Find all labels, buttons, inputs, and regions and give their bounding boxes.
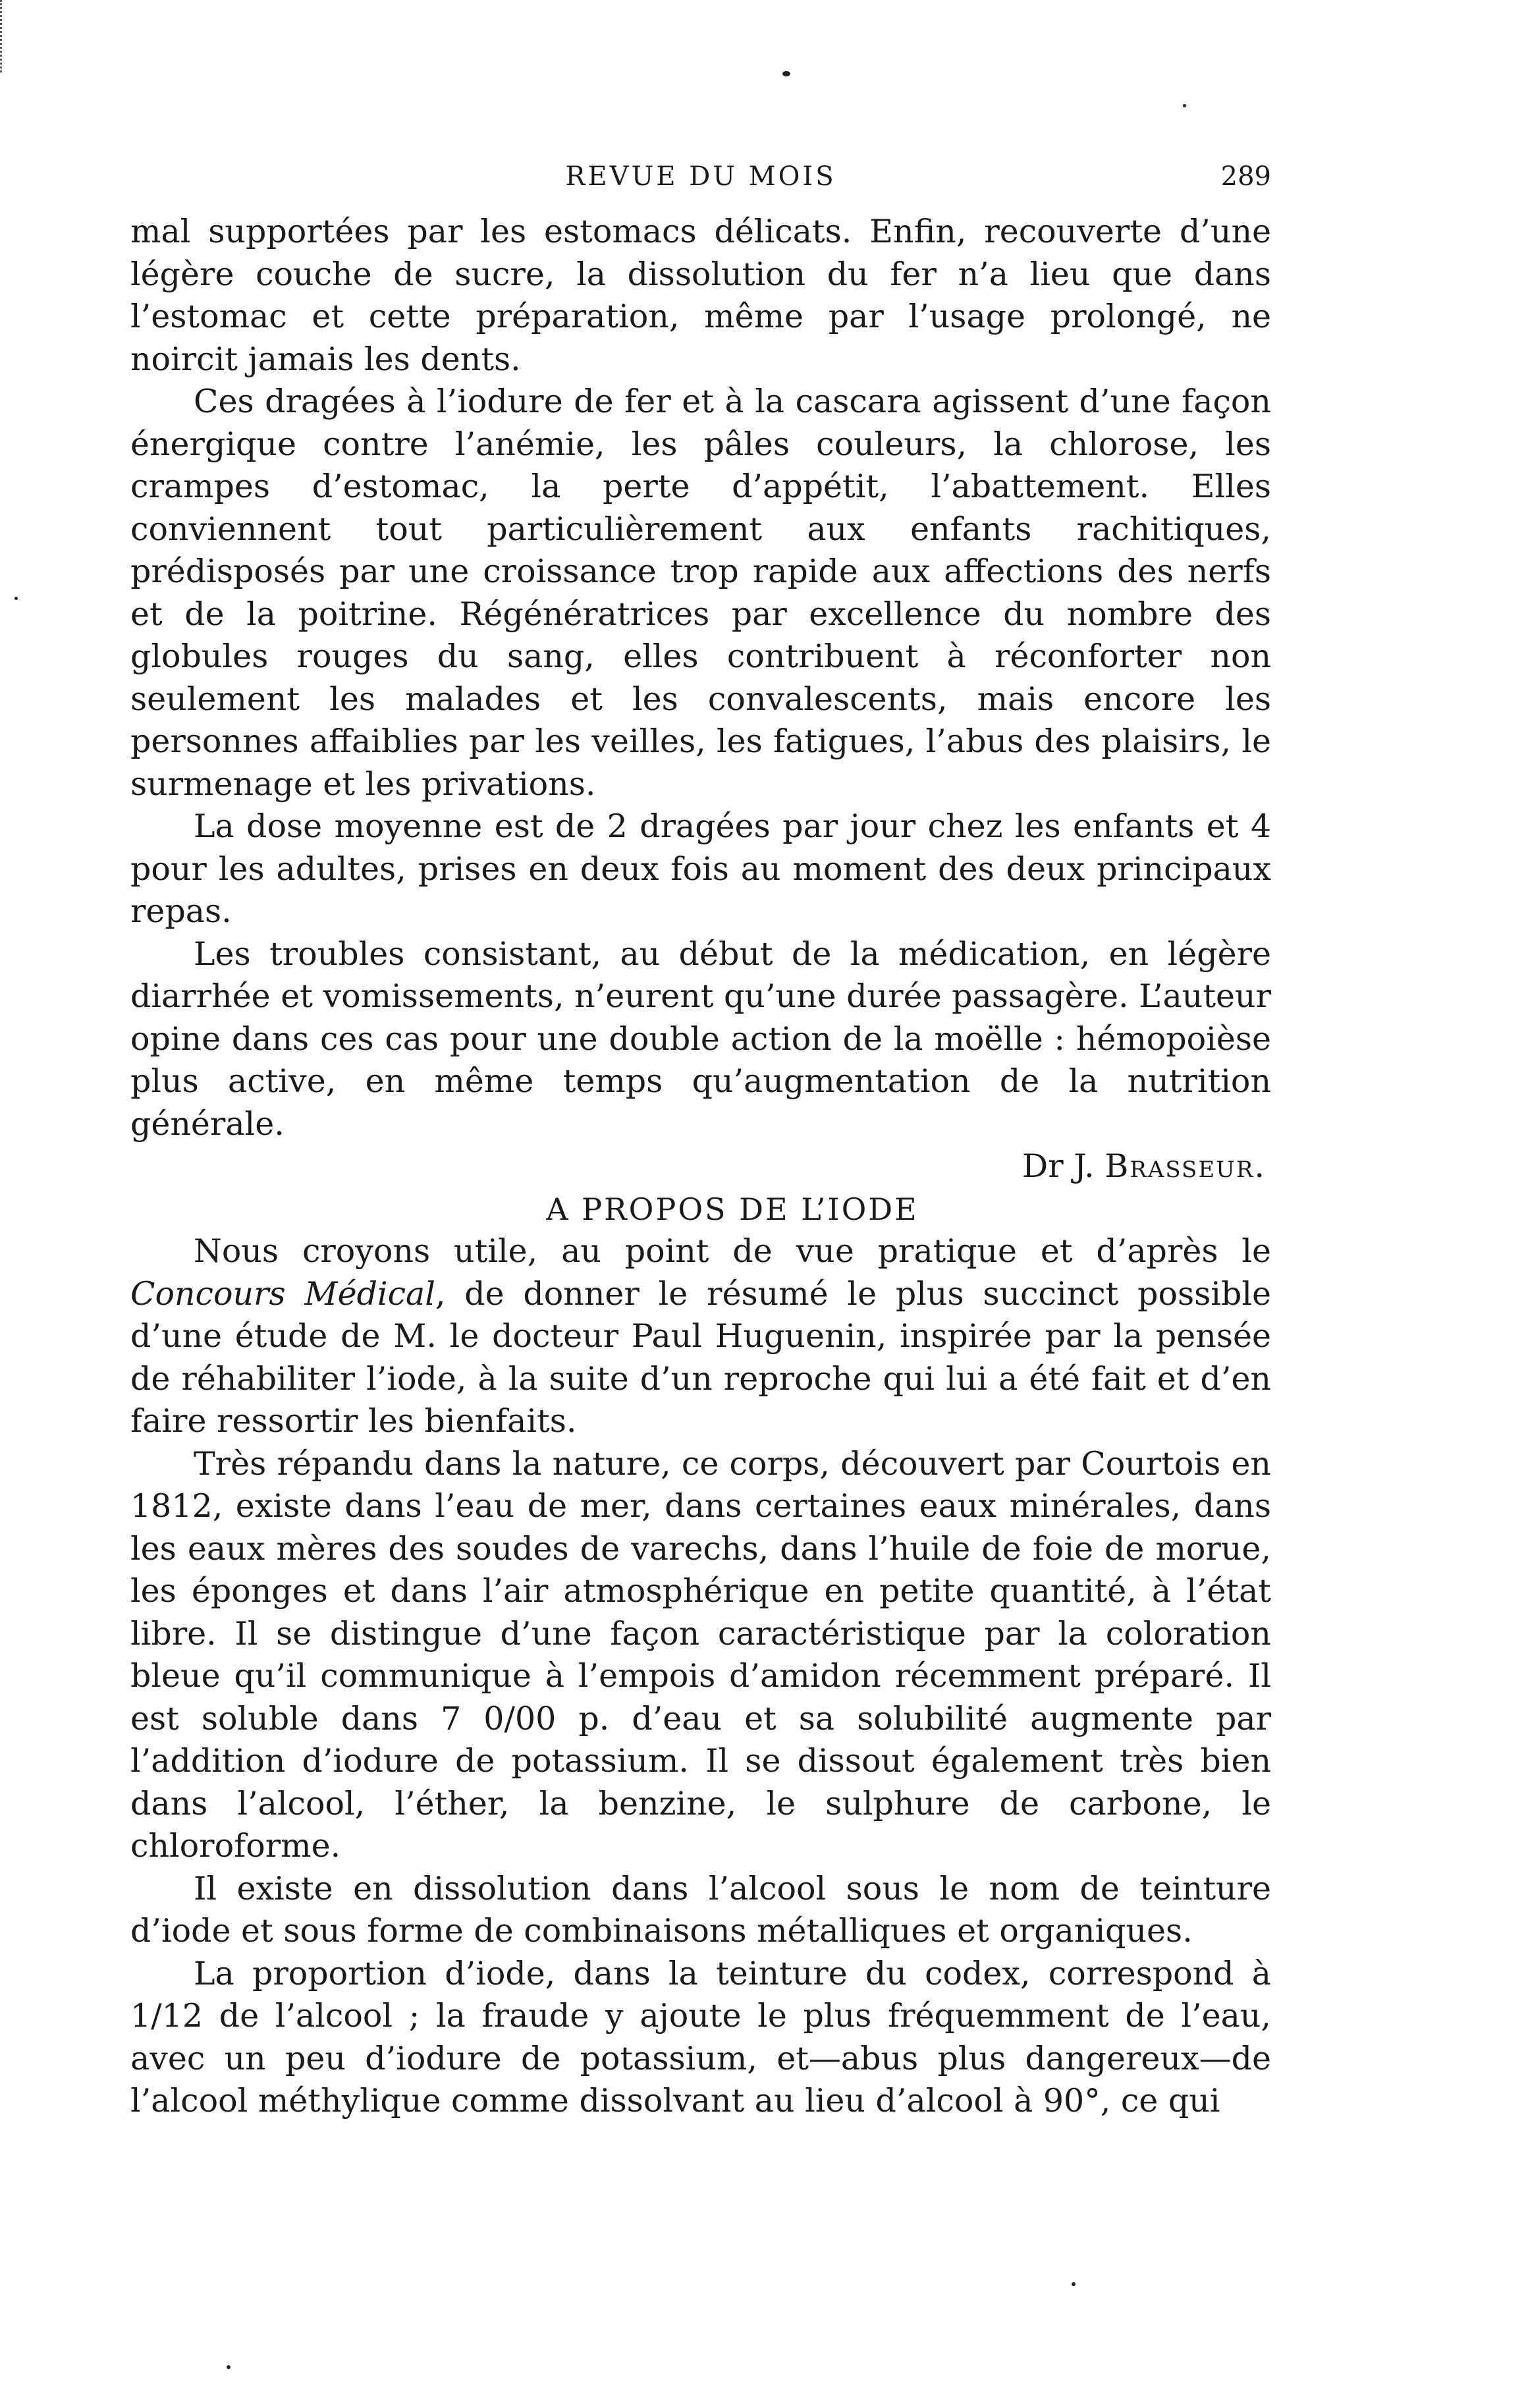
paragraph-text: , de donner le résumé le plus succinct possible d’une étude de M. le docteur Paul Huguenin, inspirée par la pensée de réhabiliter l’iode, à la suite d’un reproche qui lui a été fait et d’en faire ressortir les bienfaits. bbox=[130, 1274, 1271, 1440]
scan-speck bbox=[14, 597, 18, 600]
paragraph: La dose moyenne est de 2 dragées par jour chez les enfants et 4 pour les adultes, prises en deux fois au moment des deux principaux repas. bbox=[130, 807, 1271, 930]
paragraph: Il existe en dissolution dans l’alcool sous le nom de teinture d’iode et sous forme de combinaisons métalliques et organiques. bbox=[130, 1869, 1271, 1950]
signature-name: Brasseur. bbox=[1104, 1147, 1266, 1185]
fraction: 0/00 bbox=[483, 1699, 557, 1738]
paragraph: mal supportées par les estomacs délicats. Enfin, recouverte d’une légère couche de sucre, la dissolution du fer n’a lieu que dans l’estomac et cette préparation, même par l’usage prolongé, ne noircit jamais les dents. bbox=[130, 213, 1271, 378]
paragraph bbox=[130, 1230, 1271, 1443]
paragraph: Ces dragées à l’iodure de fer et à la cascara agissent d’une façon énergique contre l’anémie, les pâles couleurs, la chlorose, les crampes d’estomac, la perte d’appétit, l’abattement. Elles conviennent tout particulièrement aux enfants rachitiques, prédisposés par une croissance trop rapide aux affections des nerfs et de la poitrine. Régénératrices par excellence du nombre des globules rouges du sang, elles contribuent à réconforter non seulement les malades et les convalescents, mais encore les personnes affaiblies par les veilles, les fatigues, l’abus des plaisirs, le surmenage et les privations. bbox=[130, 383, 1271, 803]
journal-title: Concours Médical bbox=[130, 1274, 435, 1313]
scan-speck bbox=[1183, 104, 1186, 107]
paragraph-text: Très répandu dans la nature, ce corps, découvert par Courtois en 1812, existe dans l’eau de mer, dans certaines eaux minérales, dans les eaux mères des soudes de varechs, dans l’huile de foie de morue, les éponges et dans l’air atmosphérique en petite quantité, à l’état libre. Il se distingue d’une façon caractéristique par la coloration bleue qu’il communique à l’empois d’amidon récemment préparé. Il est soluble dans 7 bbox=[130, 1444, 1271, 1738]
paragraph: La proportion d’iode, dans la teinture du codex, correspond à 1/12 de l’alcool ; la fraude y ajoute le plus fréquemment de l’eau, avec un peu d’iodure de potassium, et—abus plus dangereux—de l’alcool méthylique comme dissolvant au lieu d’alcool à 90°, ce qui bbox=[130, 1954, 1271, 2120]
paragraph: Les troubles consistant, au début de la médication, en légère diarrhée et vomissements, n’eurent qu’une durée passagère. L’auteur opine dans ces cas pour une double action de la moëlle : hémopoièse plus active, en même temps qu’augmentation de la nutrition générale. bbox=[130, 935, 1271, 1143]
paragraph-text: Nous croyons utile, au point de vue pratique et d’après le bbox=[194, 1232, 1271, 1270]
paragraph bbox=[130, 1443, 1271, 1868]
signature-prefix: Dr J. bbox=[1022, 1147, 1105, 1185]
scan-speck bbox=[782, 71, 790, 76]
paragraph-text: p. d’eau et sa solubilité augmente par l’addition d’iodure de potassium. Il se dissout également très bien dans l’alcool, l’éther, la benzine, le sulphure de carbone, le chloroforme. bbox=[130, 1699, 1271, 1865]
scan-edge-marks bbox=[0, 0, 6, 72]
running-title: REVUE DU MOIS bbox=[565, 161, 836, 192]
running-head bbox=[130, 161, 1271, 201]
section-title: A PROPOS DE L’IODE bbox=[546, 1191, 919, 1227]
scan-speck bbox=[1072, 2282, 1076, 2286]
scan-speck bbox=[227, 2365, 231, 2369]
text-body bbox=[130, 211, 1271, 2123]
author-signature bbox=[130, 1145, 1271, 1188]
page-number: 289 bbox=[1220, 161, 1271, 192]
